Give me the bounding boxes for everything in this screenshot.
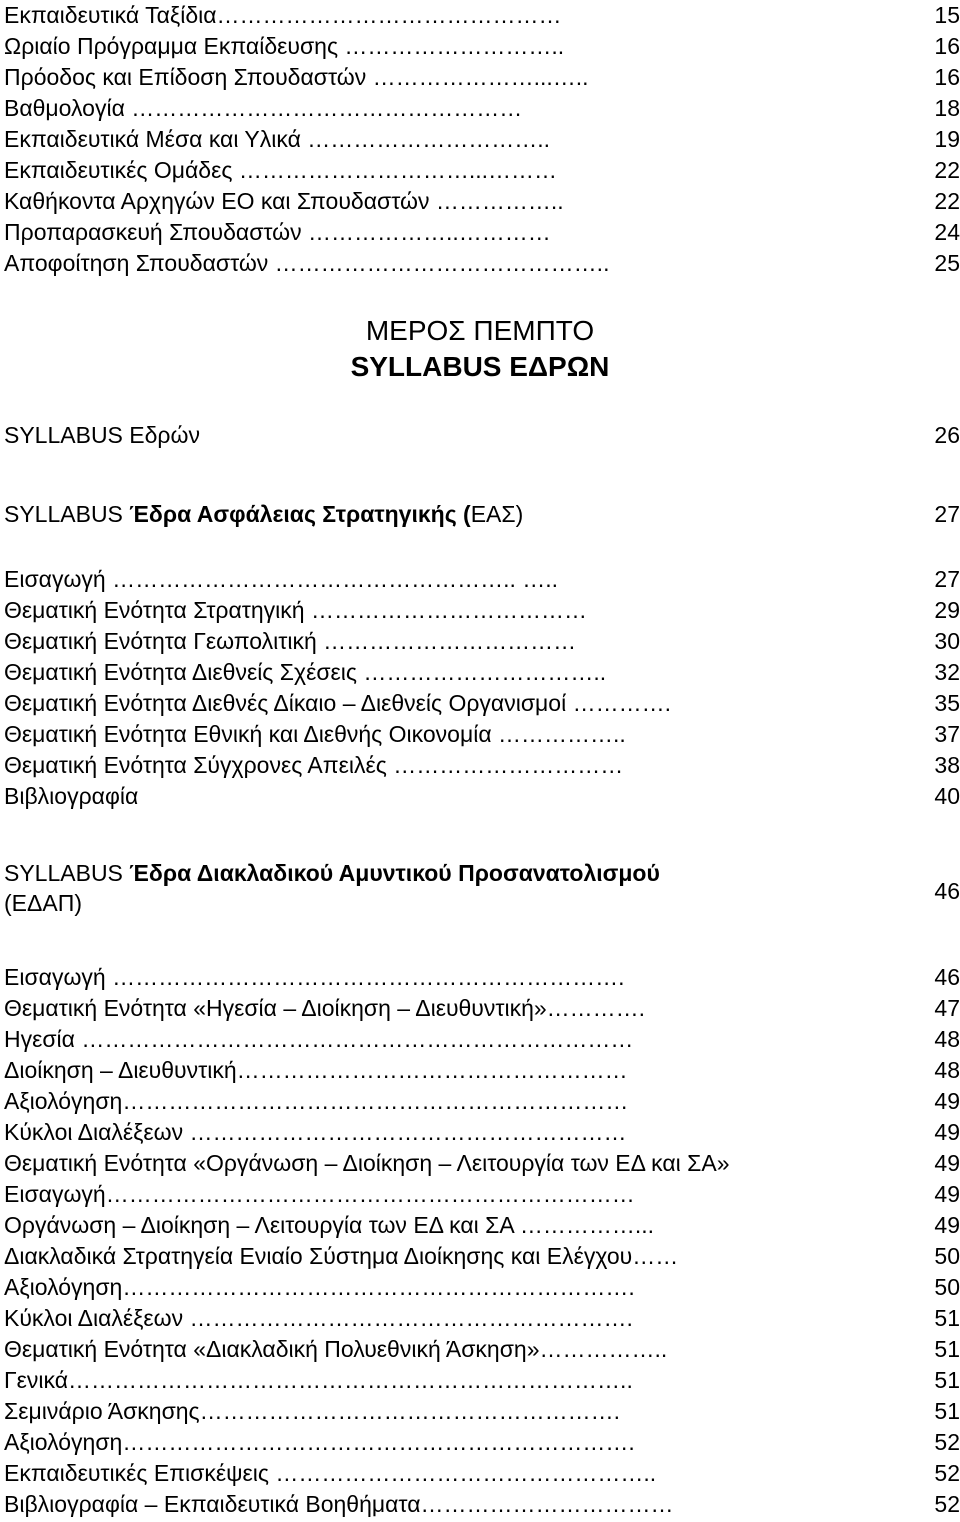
toc-entry-title: Αποφοίτηση Σπουδαστών ……………………………………..	[4, 250, 610, 276]
toc-entry-title: Βαθμολογία ……………………………………………	[4, 95, 523, 121]
toc-entry	[4, 1396, 960, 1426]
toc-entry-page: 30	[934, 628, 960, 654]
toc-entry-title: Θεματική Ενότητα Γεωπολιτική ……………………………	[4, 628, 577, 654]
toc-entry	[4, 1210, 960, 1240]
toc-entry	[4, 1427, 960, 1457]
toc-entry-title: Πρόοδος και Επίδοση Σπουδαστών …………………...…..	[4, 64, 589, 90]
toc-entry-title: Αξιολόγηση…………………………………………………………	[4, 1088, 629, 1114]
toc-entry-title: Διοίκηση – Διευθυντική……………………………………………	[4, 1057, 628, 1083]
toc-entry-title: Αξιολόγηση………………………………………………………….	[4, 1429, 635, 1455]
toc-entry-title: Εισαγωγή …………………………………………….. …..	[4, 566, 559, 592]
toc-entry	[4, 781, 960, 811]
toc-entry	[4, 1365, 960, 1395]
toc-entry-title: Ηγεσία ………………………………………………………………	[4, 1026, 634, 1052]
toc-entry	[4, 1272, 960, 1302]
toc-entry-title: Κύκλοι Διαλέξεων …………………………………………………	[4, 1119, 627, 1145]
toc-entry-page: 49	[934, 1119, 960, 1145]
toc-entry-page: 49	[934, 1181, 960, 1207]
toc-entry-page: 26	[934, 422, 960, 448]
toc-entry	[4, 1458, 960, 1488]
toc-entry-page: 15	[934, 2, 960, 28]
toc-entry-page: 22	[934, 188, 960, 214]
toc-entry-page: 27	[934, 566, 960, 592]
toc-entry-page: 16	[934, 33, 960, 59]
toc-entry-title: Θεματική Ενότητα «Διακλαδική Πολυεθνική Άσκηση»……………..	[4, 1336, 668, 1362]
toc-entry	[4, 248, 960, 278]
toc-entry-page: 40	[934, 783, 960, 809]
toc-entry-page: 27	[934, 501, 960, 527]
toc-entry-title: Γενικά………………………………………………………………..	[4, 1367, 633, 1393]
toc-entry-page: 51	[934, 1305, 960, 1331]
toc-entry-title: Θεματική Ενότητα Διεθνές Δίκαιο – Διεθνείς Οργανισμοί ………….	[4, 690, 671, 716]
toc-entry-page: 46	[934, 964, 960, 990]
toc-entry	[4, 1055, 960, 1085]
section-suffix: ΕΑΣ)	[470, 501, 524, 527]
toc-entry-page: 49	[934, 1088, 960, 1114]
toc-entry	[4, 93, 960, 123]
toc-entry-page: 50	[934, 1243, 960, 1269]
toc-entry	[4, 31, 960, 61]
toc-entry-title: Θεματική Ενότητα «Οργάνωση – Διοίκηση – Λειτουργία των ΕΔ και ΣΑ»	[4, 1150, 730, 1176]
toc-entry	[4, 688, 960, 718]
toc-entry-title: Ωριαίο Πρόγραμμα Εκπαίδευσης ………………………..	[4, 33, 565, 59]
toc-entry	[4, 564, 960, 594]
toc-entry-title: Θεματική Ενότητα Διεθνείς Σχέσεις …………………………..	[4, 659, 607, 685]
section-heading-title	[4, 499, 523, 529]
toc-entry	[4, 62, 960, 92]
toc-entry-page: 18	[934, 95, 960, 121]
toc-entry	[4, 1024, 960, 1054]
toc-entry-title: Θεματική Ενότητα Σύγχρονες Απειλές …………………………	[4, 752, 624, 778]
toc-entry-title: Εκπαιδευτικά Ταξίδια………………………………………	[4, 2, 562, 28]
toc-entry	[4, 657, 960, 687]
toc-entry-title: Θεματική Ενότητα «Ηγεσία – Διοίκηση – Διευθυντική»………….	[4, 995, 646, 1021]
toc-entry-page: 52	[934, 1491, 960, 1517]
toc-entry-page: 51	[934, 1367, 960, 1393]
toc-entry-title: Θεματική Ενότητα Στρατηγική ………………………………	[4, 597, 587, 623]
toc-entry	[4, 217, 960, 247]
toc-entry-title: Αξιολόγηση………………………………………………………….	[4, 1274, 635, 1300]
toc-entry-title: Εκπαιδευτικά Μέσα και Υλικά …………………………..	[4, 126, 551, 152]
toc-entry-page: 52	[934, 1460, 960, 1486]
toc-entry-page: 37	[934, 721, 960, 747]
toc-entry-syllabus-edron	[4, 420, 960, 450]
toc-entry-title: Διακλαδικά Στρατηγεία Ενιαίο Σύστημα Διοίκησης και Ελέγχου……	[4, 1243, 679, 1269]
section-prefix: SYLLABUS	[4, 860, 130, 886]
toc-entry-page: 48	[934, 1026, 960, 1052]
toc-entry	[4, 626, 960, 656]
toc-entry	[4, 1179, 960, 1209]
section-bold-title: Έδρα Διακλαδικού Αμυντικού Προσανατολισμού	[129, 860, 660, 886]
toc-entry-title: Βιβλιογραφία – Εκπαιδευτικά Βοηθήματα……………………………	[4, 1491, 674, 1517]
toc-entry-title: Εκπαιδευτικές Επισκέψεις …………………………………………..	[4, 1460, 657, 1486]
toc-entry	[4, 186, 960, 216]
part-title: ΜΕΡΟΣ ΠΕΜΠΤΟ	[365, 315, 595, 346]
section-bold-title: Έδρα Ασφάλειας Στρατηγικής (	[129, 501, 471, 527]
toc-entry-page: 48	[934, 1057, 960, 1083]
toc-entry-page: 52	[934, 1429, 960, 1455]
toc-entry	[4, 1241, 960, 1271]
section-heading-edap	[4, 858, 960, 920]
toc-entry	[4, 1148, 960, 1178]
toc-entry	[4, 1303, 960, 1333]
toc-entry	[4, 750, 960, 780]
toc-entry-title: Κύκλοι Διαλέξεων ………………………………………………….	[4, 1305, 633, 1331]
toc-entry-title: Προπαρασκευή Σπουδαστών ………………..…………	[4, 219, 551, 245]
toc-entry-page: 25	[934, 250, 960, 276]
toc-entry-page: 50	[934, 1274, 960, 1300]
toc-entry	[4, 719, 960, 749]
section-prefix: SYLLABUS	[4, 501, 130, 527]
toc-entry-page: 32	[934, 659, 960, 685]
toc-entry-page: 51	[934, 1336, 960, 1362]
toc-entry	[4, 1489, 960, 1519]
toc-entry-page: 49	[934, 1212, 960, 1238]
toc-entry	[4, 962, 960, 992]
toc-entry-title: Βιβλιογραφία	[4, 783, 139, 809]
toc-entry-page: 22	[934, 157, 960, 183]
toc-entry-page: 29	[934, 597, 960, 623]
toc-entry-page: 51	[934, 1398, 960, 1424]
toc-entry-title: Εκπαιδευτικές Ομάδες …………………………...………	[4, 157, 557, 183]
toc-entry-page: 49	[934, 1150, 960, 1176]
toc-entry-page: 47	[934, 995, 960, 1021]
toc-entry-page: 46	[934, 878, 960, 904]
toc-entry-page: 38	[934, 752, 960, 778]
toc-entry-page: 16	[934, 64, 960, 90]
toc-entry-page: 19	[934, 126, 960, 152]
toc-entry-title: Εισαγωγή……………………………………………………………	[4, 1181, 635, 1207]
section-suffix: (ΕΔΑΠ)	[4, 890, 82, 916]
toc-entry	[4, 124, 960, 154]
section-heading-title	[4, 858, 804, 918]
toc-entry-page: 35	[934, 690, 960, 716]
section-heading-eas	[4, 499, 960, 529]
toc-entry	[4, 1086, 960, 1116]
part-subtitle: SYLLABUS ΕΔΡΩΝ	[350, 351, 610, 382]
toc-entry-page: 24	[934, 219, 960, 245]
toc-entry-title: Σεμινάριο Άσκησης……………………………………………….	[4, 1398, 621, 1424]
toc-entry-title: SYLLABUS Εδρών	[4, 422, 200, 448]
toc-entry	[4, 1117, 960, 1147]
toc-entry-title: Θεματική Ενότητα Εθνική και Διεθνής Οικονομία ……………..	[4, 721, 626, 747]
toc-entry	[4, 155, 960, 185]
toc-entry	[4, 993, 960, 1023]
toc-entry	[4, 1334, 960, 1364]
toc-entry	[4, 595, 960, 625]
toc-entry	[4, 0, 960, 30]
toc-entry-title: Οργάνωση – Διοίκηση – Λειτουργία των ΕΔ και ΣΑ ……………...	[4, 1212, 655, 1238]
toc-entry-title: Εισαγωγή ………………………………………………………….	[4, 964, 625, 990]
toc-entry-title: Καθήκοντα Αρχηγών ΕΟ και Σπουδαστών ……………..	[4, 188, 564, 214]
